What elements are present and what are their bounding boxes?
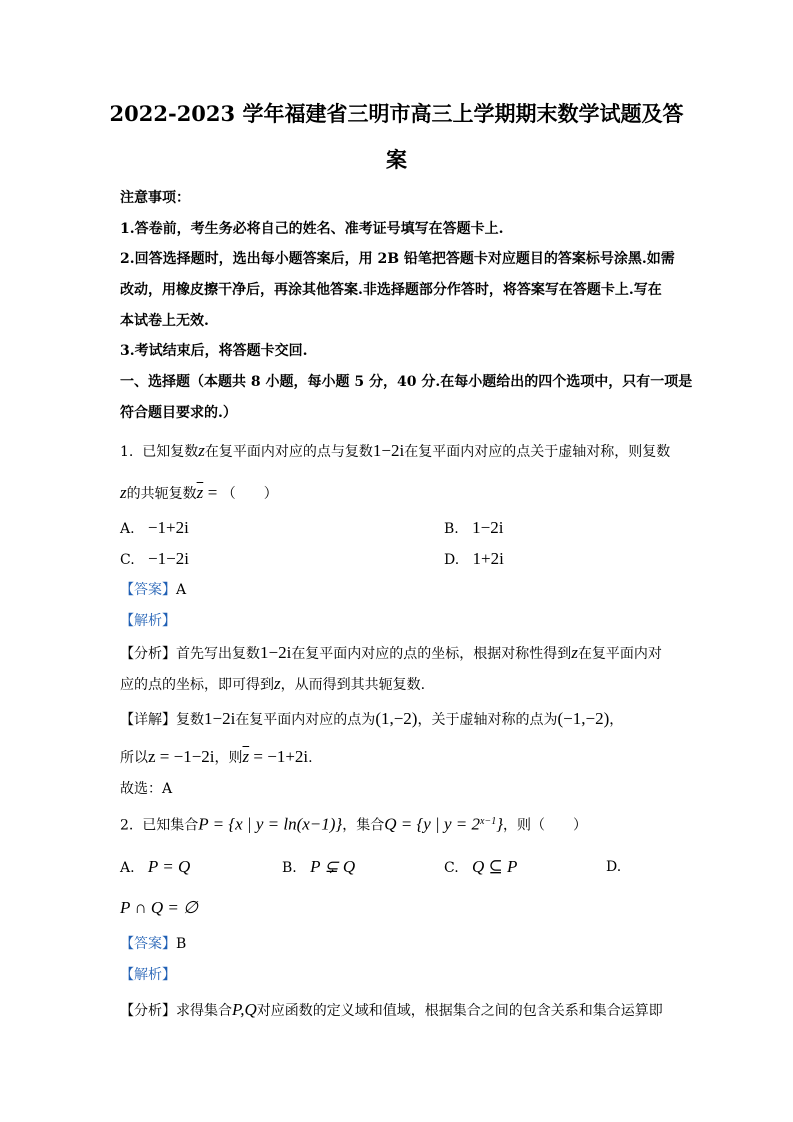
q1-option-b: B. 1−2i: [444, 518, 504, 537]
q2-option-a: A. P = Q: [120, 857, 191, 876]
notice-2c: 本试卷上无效.: [120, 313, 209, 329]
section-heading-a: 一、选择题（本题共 8 小题，每小题 5 分，40 分.在每小题给出的四个选项中，只有一项是: [120, 374, 693, 390]
q2-jiexi: 【解析】: [120, 967, 176, 983]
q1-option-d: D. 1+2i: [444, 549, 504, 568]
notice-2b: 改动，用橡皮擦干净后，再涂其他答案.非选择题部分作答时，将答案写在答题卡上.写在: [120, 282, 662, 298]
q2-option-b: B. P ⊊ Q: [282, 857, 356, 876]
q1-option-c: C. −1−2i: [120, 549, 189, 568]
doc-title-line1: 2022-2023 学年福建省三明市高三上学期期末数学试题及答: [109, 101, 684, 126]
doc-title-line2: 案: [386, 147, 407, 172]
section-heading-b: 符合题目要求的.）: [120, 405, 237, 421]
q2-option-d-label: D.: [606, 859, 622, 875]
notice-3: 3.考试结束后，将答题卡交回.: [120, 343, 308, 359]
q1-fenxi-line2: 应的点的坐标，即可得到z，从而得到其共轭复数.: [120, 674, 426, 693]
q1-stem-line1: 1. 已知复数z在复平面内对应的点与复数1−2i在复平面内对应的点关于虚轴对称，则复数: [120, 441, 671, 460]
q2-stem: 2. 已知集合P = {x | y = ln(x−1)}，集合Q = {y | $y = 2^{x-1}$}，则（ ）: [120, 814, 588, 834]
notice-header: 注意事项：: [120, 190, 190, 206]
q2-option-c: C. Q ⊆ P: [444, 857, 518, 876]
q2-fenxi: 【分析】求得集合P,Q对应函数的定义域和值域，根据集合之间的包含关系和集合运算即: [120, 1000, 663, 1019]
q1-jiexi: 【解析】: [120, 613, 176, 629]
notice-1: 1.答卷前，考生务必将自己的姓名、准考证号填写在答题卡上.: [120, 221, 504, 237]
q2-answer: 【答案】B: [120, 936, 187, 952]
q1-xiangjie-line1: 【详解】复数1−2i在复平面内对应的点为(1,−2)，关于虚轴对称的点为(−1,−2)，: [120, 709, 624, 728]
q2-option-d: P ∩ Q = ∅: [120, 898, 198, 917]
q1-fenxi-line1: 【分析】首先写出复数1−2i在复平面内对应的点的坐标，根据对称性得到z在复平面内对: [120, 643, 662, 662]
q1-option-a: A. −1+2i: [120, 518, 189, 537]
q1-xiangjie-line2: 所以z = −1−2i，则$\overline{z} = -1+2i$.: [120, 747, 313, 766]
q1-answer: 【答案】A: [120, 582, 187, 598]
q1-stem-line2: z的共轭复数$\overline{z}$ = （ ）: [120, 483, 278, 502]
q1-conclusion: 故选：A: [120, 781, 173, 797]
notice-2a: 2.回答选择题时，选出每小题答案后，用 2B 铅笔把答题卡对应题目的答案标号涂黑.如需: [120, 251, 675, 267]
